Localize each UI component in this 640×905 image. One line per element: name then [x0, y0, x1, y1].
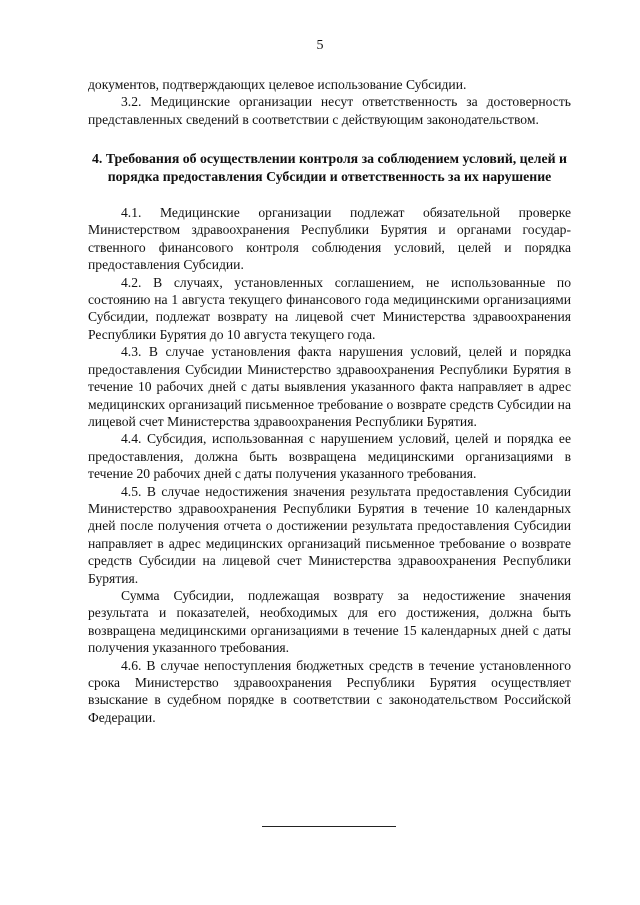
paragraph-4-1: 4.1. Медицинские организации подлежат обязательной проверке Министерством здравоохранения Республики Бурятия и органами государственного финансового контроля соблюдения условий, целей и порядка предоставления Субсидии.: [88, 205, 571, 273]
paragraph-4-4: 4.4. Субсидия, использованная с нарушением условий, целей и порядка ее предоставления, должна быть возвращена медицинскими организациями в течение 20 рабочих дней с даты получения указанного требования.: [88, 431, 571, 482]
page-number: 5: [316, 38, 324, 53]
paragraph-4-3: 4.3. В случае установления факта нарушения условий, целей и порядка предоставления Субсидии Министерство здравоохранения Республики Бурятия в течение 10 рабочих дней с даты выявления указанного факта направляет в адрес медицинских организаций письменное требование о возврате средств Субсидии на лицевой счет Министерства здравоохранения Республики Бурятия.: [88, 344, 571, 429]
paragraph-3-2: 3.2. Медицинские организации несут ответственность за достоверность представленных сведений в соответствии с действующим законодательством.: [88, 94, 571, 127]
paragraph-4-5: 4.5. В случае недостижения значения результата предоставления Субсидии Министерство здравоохранения Республики Бурятия в течение 10 календарных дней после получения отчета о достижении результата предоставления Субсидии направляет в адрес медицинских организаций письменное требование о возврате средств Субсидии на лицевой счет Министерства здравоохранения Республики Бурятия.: [88, 483, 571, 586]
paragraph-continuation: документов, подтверждающих целевое использование Субсидии.: [88, 77, 467, 92]
paragraph-4-6: 4.6. В случае непоступления бюджетных средств в течение установленного срока Министерство здравоохранения Республики Бурятия осуществляет взыскание в судебном порядке в соответствии с законодательством Российской Федерации.: [88, 657, 571, 725]
paragraph-4-2: 4.2. В случаях, установленных соглашением, не использованные по состоянию на 1 августа текущего финансового года медицинскими организациями Субсидии, подлежат возврату на лицевой счет Министерства здравоохранения Республики Бурятия до 10 августа текущего года.: [88, 274, 571, 342]
section-4-title: 4. Требования об осуществлении контроля за соблюдением условий, целей и порядка предоставления Субсидии и ответственность за их нарушение: [92, 151, 567, 184]
closing-divider: [262, 826, 396, 827]
document-body: [88, 76, 571, 726]
paragraph-refund-amount: Сумма Субсидии, подлежащая возврату за недостижение значения результата и показателей, необходимых для его достижения, должна быть возвращена медицинскими организациями в течение 15 календарных дней с даты получения указанного требования.: [88, 587, 571, 656]
